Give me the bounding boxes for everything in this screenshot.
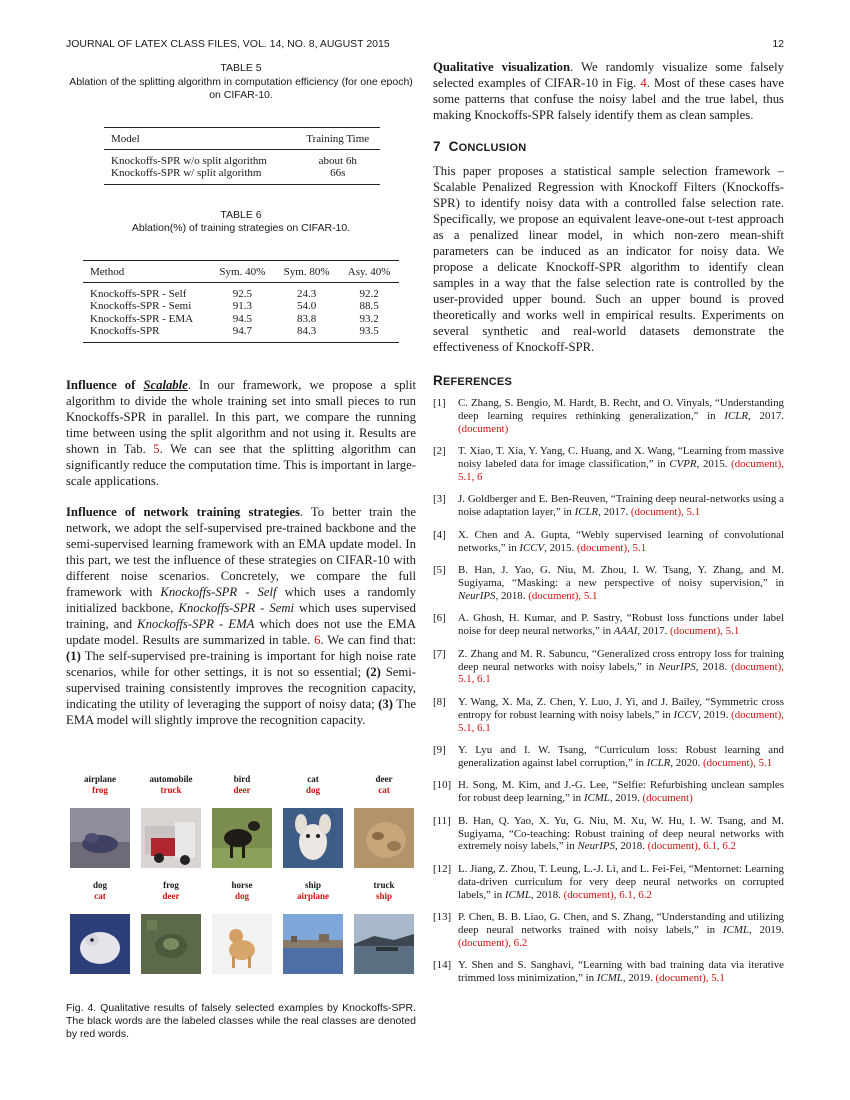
para-text: which uses a randomly initialized backbone, xyxy=(66,584,416,615)
reference-venue: ICML xyxy=(596,972,623,985)
reference-authors-title: Z. Zhang and M. R. Sabuncu, “Generalized cross entropy loss for training deep neural networks with noisy labels,” in xyxy=(458,647,784,673)
reference-year: , 2018. xyxy=(530,888,564,901)
page-number: 12 xyxy=(772,38,784,50)
reference-authors-title: X. Chen and A. Gupta, “Webly supervised learning of convolutional networks,” in xyxy=(458,528,784,554)
figure-row xyxy=(66,880,416,974)
reference-year: , 2019. xyxy=(609,792,643,805)
reference-venue: ICML xyxy=(504,888,531,901)
table6-cell: 92.5 xyxy=(232,287,252,300)
reference-backlinks[interactable]: (document), 6.1, 6.2 xyxy=(563,888,652,901)
figure-cell xyxy=(354,880,414,974)
reference-authors-title: B. Han, Q. Yao, X. Yu, G. Niu, M. Xu, W. Hu, I. W. Tsang, and M. Sugiyama, “Co-teaching: Robust training of deep neural networks with extremely noisy labels,” in xyxy=(458,814,784,853)
reference-year: , 2015. xyxy=(544,541,577,554)
para-text: . We can see that the splitting algorithm can significantly reduce the computation time. This is important in large-scale applications. xyxy=(66,441,416,488)
paragraph-qualitative xyxy=(433,59,784,123)
table6-cell: 84.3 xyxy=(274,325,338,342)
para-lead-emphasis: Scalable xyxy=(143,377,188,392)
real-class: frog xyxy=(92,784,108,795)
figure-cell xyxy=(70,880,130,974)
labeled-class: truck xyxy=(373,879,395,890)
reference-backlinks[interactable]: (document), 5.1, 6 xyxy=(458,458,784,484)
reference-venue: AAAI xyxy=(613,625,638,638)
reference-text xyxy=(458,959,784,985)
figure-ref-link[interactable]: 4 xyxy=(640,76,647,90)
reference-text xyxy=(458,744,784,770)
reference-item xyxy=(433,529,784,555)
table5-title: TABLE 5 xyxy=(220,62,262,74)
reference-venue: ICCV xyxy=(673,708,699,721)
table5-col-model: Model xyxy=(104,127,294,149)
labeled-class: deer xyxy=(375,773,393,784)
table6 xyxy=(83,260,399,343)
para-bold: (1) xyxy=(66,648,81,663)
reference-number: [3] xyxy=(433,493,446,506)
real-class: deer xyxy=(162,890,180,901)
reference-number: [7] xyxy=(433,647,446,660)
para-emphasis: Knockoffs-SPR - Self xyxy=(160,584,277,599)
section-title-initial: C xyxy=(448,139,459,154)
reference-authors-title: Y. Lyu and I. W. Tsang, “Curriculum loss: Robust learning and generalization against label corruption,” in xyxy=(458,744,784,769)
table5-caption: Ablation of the splitting algorithm in computation efficiency (for one epoch) on CIFAR-10. xyxy=(69,75,413,101)
para-text: . We randomly visualize some falsely selected examples of CIFAR-10 in Fig. xyxy=(433,60,784,90)
table-row xyxy=(83,313,399,326)
reference-year: , 2017. xyxy=(748,409,785,422)
para-text: . In our framework, we propose a split algorithm to divide the whole training set into small pieces to run Knockoffs-SPR in parallel. In this part, we compare the running time between using the split algorithm and not using it. Results are shown in Tab. xyxy=(66,377,416,456)
reference-venue: ICCV xyxy=(519,541,545,554)
section-title-initial: R xyxy=(433,373,443,388)
reference-authors-title: Y. Wang, X. Ma, Z. Chen, Y. Luo, J. Yi, and J. Bailey, “Symmetric cross entropy for robust learning with noisy labels,” in xyxy=(458,695,784,721)
reference-text xyxy=(458,493,784,519)
reference-year: , 2018. xyxy=(495,589,529,602)
real-class: dog xyxy=(234,890,249,901)
table-row xyxy=(104,167,380,184)
reference-backlinks[interactable]: (document), 5.1 xyxy=(528,589,598,602)
reference-text xyxy=(458,696,784,735)
labeled-class: bird xyxy=(233,773,251,784)
table6-caption: Ablation(%) of training strategies on CIFAR-10. xyxy=(131,222,351,234)
reference-venue: CVPR xyxy=(669,458,697,471)
reference-number: [12] xyxy=(433,862,452,875)
section-number: 7 xyxy=(433,139,441,154)
thumbnail-dog-image xyxy=(283,808,343,868)
reference-number: [6] xyxy=(433,612,446,625)
reference-text xyxy=(458,529,784,555)
labeled-class: airplane xyxy=(83,773,116,784)
reference-year: , 2019. xyxy=(748,924,785,936)
thumbnail-deer-image xyxy=(212,808,272,868)
table6-cell: 92.2 xyxy=(359,287,379,300)
reference-backlinks[interactable]: (document), 5.1 xyxy=(576,541,647,554)
reference-authors-title: L. Jiang, Z. Zhou, T. Leung, L.-J. Li, and L. Fei-Fei, “Mentornet: Learning data-driven curriculum for very deep neural networks on corrupted labels,” in xyxy=(458,862,784,901)
right-column xyxy=(433,59,784,995)
thumbnail-truck-image xyxy=(141,808,201,868)
reference-text xyxy=(458,445,784,484)
reference-backlinks[interactable]: (document), 5.1, 6.1 xyxy=(458,708,784,734)
para-text: which does not use the EMA update model. Results are summarized in table. xyxy=(66,616,416,647)
reference-year: , 2018. xyxy=(695,660,732,673)
table6-cell: Knockoffs-SPR - Semi xyxy=(90,300,192,312)
labeled-class: dog xyxy=(92,879,107,890)
real-class: ship xyxy=(375,890,392,901)
reference-number: [2] xyxy=(433,445,446,458)
figure-cell xyxy=(70,774,130,868)
reference-venue: ICLR xyxy=(724,409,749,422)
reference-text xyxy=(458,648,784,687)
reference-item xyxy=(433,744,784,770)
section-title-rest: EFERENCES xyxy=(442,376,512,388)
table6-col-asy40: Asy. 40% xyxy=(338,260,399,282)
real-class: deer xyxy=(233,784,251,795)
reference-text xyxy=(458,815,784,854)
reference-number: [14] xyxy=(433,959,452,972)
reference-item xyxy=(433,445,784,484)
left-column xyxy=(66,62,416,1041)
reference-item xyxy=(433,959,784,985)
reference-item xyxy=(433,397,784,436)
table6-header-row xyxy=(83,260,399,282)
reference-item xyxy=(433,696,784,735)
table6-title: TABLE 6 xyxy=(220,208,262,221)
reference-text xyxy=(458,397,784,436)
paragraph-conclusion: This paper proposes a statistical sample selection framework – Scalable Penalized Regression with Knockoff Filters (Knockoffs-SPR) to identify noisy data with a controlled false selection rate. Specifically, we propose an equivalent leave-one-out t-test approach as a penalized linear model, in which non-zero mean-shift parameters can be induced as an indicator for noisy data. We propose a delicate Knockoff-SPR algorithm to identify clean samples in a way that the false selection rate is controlled by the user-provided upper bound. Such an upper bound is proved theoretically and works well in empirical results. Experiments on several synthetic and real-world datasets demonstrate the effectiveness of Knockoff-SPR. xyxy=(433,164,784,354)
table-row xyxy=(83,325,399,342)
table6-cell: 83.8 xyxy=(296,312,317,325)
thumbnail-dog-image xyxy=(212,914,272,974)
table5-cell: 66s xyxy=(294,167,380,184)
table6-cell: 88.5 xyxy=(359,300,379,312)
running-header xyxy=(66,38,784,52)
table6-cell: 24.3 xyxy=(296,287,317,300)
reference-text xyxy=(458,779,784,805)
reference-number: [4] xyxy=(433,528,446,541)
paragraph-training xyxy=(66,504,416,728)
reference-text xyxy=(458,863,784,902)
reference-number: [11] xyxy=(433,814,451,827)
reference-year: , 2020. xyxy=(670,756,703,769)
table6-cell: Knockoffs-SPR - EMA xyxy=(90,312,194,325)
reference-backlinks[interactable]: (document), 5.1 xyxy=(630,506,701,519)
figure-cell xyxy=(354,774,414,868)
reference-backlinks[interactable]: (document), 6.1, 6.2 xyxy=(647,840,736,853)
table5 xyxy=(104,127,380,185)
section-title-rest: ONCLUSION xyxy=(458,142,527,154)
thumbnail-deer-image xyxy=(141,914,201,974)
para-text: The EMA model will slightly improve the recognition capacity. xyxy=(66,696,416,727)
labeled-class: automobile xyxy=(149,773,193,784)
table6-cell: Knockoffs-SPR - Self xyxy=(90,287,187,300)
reference-venue: ICLR xyxy=(646,756,671,769)
reference-authors-title: H. Song, M. Kim, and J.-G. Lee, “Selfie: Refurbishing unclean samples for robust deep learning,” in xyxy=(458,779,784,805)
reference-year: , 2019. xyxy=(698,708,732,721)
reference-year: , 2017. xyxy=(598,506,631,519)
section-heading-references xyxy=(433,372,784,391)
figure-cell xyxy=(141,880,201,974)
reference-item xyxy=(433,564,784,603)
table6-cell: 94.7 xyxy=(210,325,274,342)
reference-venue: ICLR xyxy=(574,506,599,519)
reference-venue: ICML xyxy=(583,792,610,805)
real-class: truck xyxy=(160,784,182,795)
thumbnail-frog-image xyxy=(70,808,130,868)
reference-item xyxy=(433,815,784,854)
para-text: The self-supervised pre-training is important for high noise rate scenarios, while for other settings, it is not so essential; xyxy=(66,648,416,679)
labeled-class: ship xyxy=(304,879,321,890)
table5-cell: Knockoffs-SPR w/ split algorithm xyxy=(104,167,294,184)
reference-year: , 2015. xyxy=(696,458,732,471)
reference-year: , 2019. xyxy=(622,972,656,985)
table6-col-sym40: Sym. 40% xyxy=(210,260,274,282)
reference-text xyxy=(458,564,784,603)
figure-4 xyxy=(66,774,416,1041)
reference-year: , 2018. xyxy=(614,840,648,853)
reference-number: [9] xyxy=(433,744,446,757)
reference-venue: NeurIPS xyxy=(458,589,496,602)
reference-authors-title: J. Goldberger and E. Ben-Reuven, “Training deep neural-networks using a noise adaptation layer,” in xyxy=(458,493,784,519)
reference-item xyxy=(433,612,784,638)
para-bold: (2) xyxy=(366,664,381,679)
reference-list xyxy=(433,397,784,985)
table-ref-link[interactable]: 5 xyxy=(153,441,160,456)
reference-number: [5] xyxy=(433,564,446,577)
table5-cell: about 6h xyxy=(318,154,357,167)
table6-cell: Knockoffs-SPR xyxy=(83,325,210,342)
real-class: dog xyxy=(305,784,320,795)
reference-year: , 2017. xyxy=(637,625,671,638)
thumbnail-cat-image xyxy=(354,808,414,868)
reference-item xyxy=(433,493,784,519)
reference-authors-title: P. Chen, B. B. Liao, G. Chen, and S. Zhang, “Understanding and utilizing deep neural networks trained with noisy labels,” in xyxy=(458,911,784,936)
reference-text xyxy=(458,911,784,950)
table6-cell: 54.0 xyxy=(296,300,317,312)
table-row xyxy=(83,282,399,300)
reference-authors-title: T. Xiao, T. Xia, Y. Yang, C. Huang, and X. Wang, “Learning from massive noisy labeled data for image classification,” in xyxy=(458,445,784,471)
reference-backlinks[interactable]: (document) xyxy=(458,422,509,435)
reference-authors-title: C. Zhang, S. Bengio, M. Hardt, B. Recht, and O. Vinyals, “Understanding deep learning requires rethinking generalization,” in xyxy=(458,397,784,422)
reference-item xyxy=(433,648,784,687)
table5-header-row xyxy=(104,127,380,149)
para-text: . To better train the network, we adopt the self-supervised pre-trained backbone and the semi-supervised learning framework with an EMA update model. In this part, we test the influence of these strategies on CIFAR-10 with different noise scenarios. Concretely, we compare the full framework with xyxy=(66,504,416,599)
figure-cell xyxy=(283,774,343,868)
para-lead: Influence of network training strategies xyxy=(66,504,300,519)
reference-number: [1] xyxy=(433,397,446,409)
section-heading-conclusion xyxy=(433,138,784,157)
para-emphasis: Knockoffs-SPR - EMA xyxy=(137,616,255,631)
reference-backlinks[interactable]: (document), 6.2 xyxy=(458,936,528,949)
table-ref-link[interactable]: 6 xyxy=(314,632,321,647)
para-text: Semi-supervised training consistently improves the recognition capacity, indicating the utility of leveraging the support of noisy data; xyxy=(66,664,416,711)
reference-item xyxy=(433,863,784,902)
reference-number: [10] xyxy=(433,779,452,792)
journal-title: JOURNAL OF LATEX CLASS FILES, VOL. 14, NO. 8, AUGUST 2015 xyxy=(66,38,390,50)
para-text: . We can find that: xyxy=(320,632,416,647)
reference-text xyxy=(458,612,784,638)
reference-backlinks[interactable]: (document), 5.1 xyxy=(702,756,773,769)
reference-backlinks[interactable]: (document) xyxy=(642,792,693,805)
table6-cell: 93.5 xyxy=(338,325,399,342)
para-emphasis: Knockoffs-SPR - Semi xyxy=(178,600,295,615)
reference-authors-title: B. Han, J. Yao, G. Niu, M. Zhou, I. W. Tsang, Y. Zhang, and M. Sugiyama, “Masking: a new perspective of noisy supervision,” in xyxy=(458,564,784,589)
reference-backlinks[interactable]: (document), 5.1 xyxy=(655,972,725,985)
reference-number: [13] xyxy=(433,911,452,924)
para-lead: Qualitative visualization xyxy=(433,60,571,74)
reference-venue: NeurIPS xyxy=(658,660,696,673)
table6-cell: 91.3 xyxy=(232,300,252,312)
figure-cell xyxy=(283,880,343,974)
table-row xyxy=(104,149,380,167)
reference-item xyxy=(433,779,784,805)
reference-item xyxy=(433,911,784,950)
labeled-class: horse xyxy=(231,879,253,890)
reference-venue: NeurIPS xyxy=(577,840,615,853)
reference-backlinks[interactable]: (document), 5.1 xyxy=(670,625,740,638)
paragraph-scalable xyxy=(66,377,416,489)
figure-cell xyxy=(141,774,201,868)
real-class: cat xyxy=(378,784,390,795)
para-bold: (3) xyxy=(378,696,393,711)
table-row xyxy=(83,300,399,313)
figure-caption: Fig. 4. Qualitative results of falsely selected examples by Knockoffs-SPR. The black words are the labeled classes while the real classes are denoted by red words. xyxy=(66,1001,416,1040)
table6-col-method: Method xyxy=(83,260,210,282)
thumbnail-cat-image xyxy=(70,914,130,974)
reference-number: [8] xyxy=(433,695,446,708)
para-text: which uses supervised training, and xyxy=(66,600,416,631)
reference-backlinks[interactable]: (document), 5.1, 6.1 xyxy=(458,660,784,686)
labeled-class: frog xyxy=(163,879,179,890)
table5-col-time: Training Time xyxy=(294,127,380,149)
reference-authors-title: Y. Shen and S. Sanghavi, “Learning with bad training data via iterative trimmed loss minimization,” in xyxy=(458,959,784,985)
figure-cell xyxy=(212,774,272,868)
figure-cell xyxy=(212,880,272,974)
figure-row xyxy=(66,774,416,868)
para-text: . Most of these cases have some patterns that confuse the noisy label and the true label, thus making Knockoffs-SPR falsely identify them as clean samples. xyxy=(433,76,784,122)
real-class: airplane xyxy=(296,890,329,901)
table6-cell: 93.2 xyxy=(359,312,379,325)
para-lead: Influence of xyxy=(66,377,144,392)
reference-venue: ICML xyxy=(722,924,749,936)
thumbnail-airplane-image xyxy=(283,914,343,974)
table5-cell: Knockoffs-SPR w/o split algorithm xyxy=(111,154,267,167)
table6-cell: 94.5 xyxy=(232,312,252,325)
thumbnail-ship-image xyxy=(354,914,414,974)
reference-authors-title: A. Ghosh, H. Kumar, and P. Sastry, “Robust loss functions under label noise for deep neural networks,” in xyxy=(458,612,784,638)
real-class: cat xyxy=(94,890,106,901)
labeled-class: cat xyxy=(307,773,319,784)
table6-col-sym80: Sym. 80% xyxy=(274,260,338,282)
